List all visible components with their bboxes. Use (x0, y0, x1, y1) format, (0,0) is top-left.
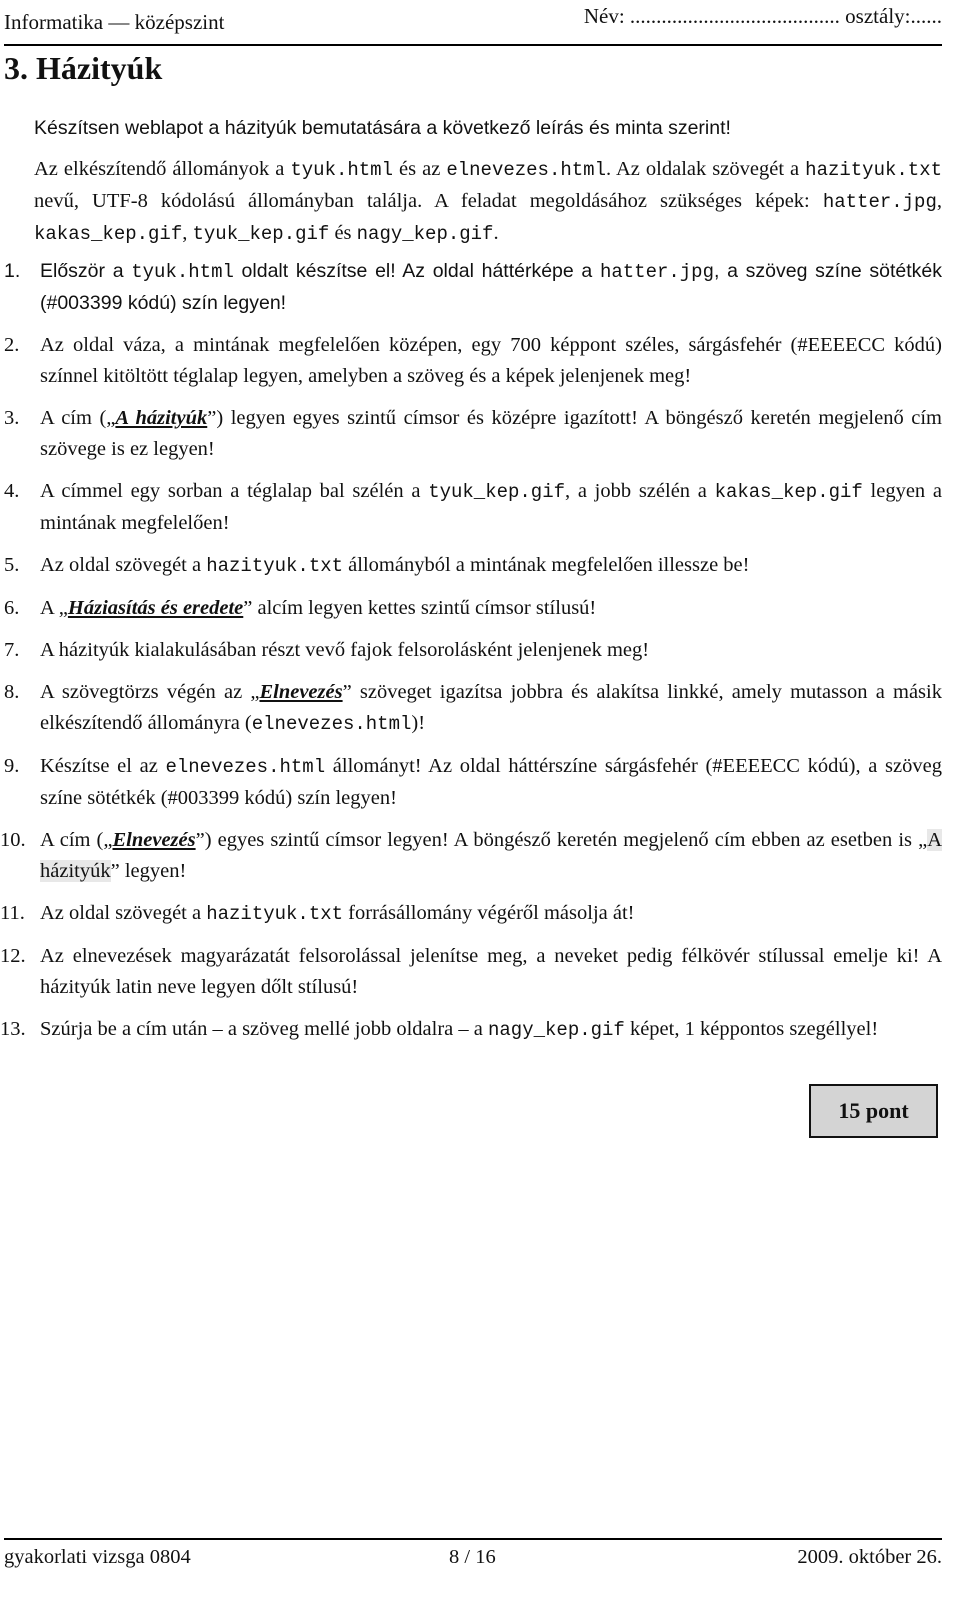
task-text: ” legyen! (110, 860, 187, 882)
file-name: hazityuk.txt (206, 903, 344, 925)
task-item-2 (0, 330, 942, 392)
file-name: elnevezes.html (446, 159, 606, 181)
task-text: A cím („ (40, 829, 113, 851)
task-number: 8. (4, 681, 20, 703)
file-name: tyuk_kep.gif (192, 223, 330, 245)
file-name: tyuk_kep.gif (428, 481, 566, 503)
task-text: Szúrja be a cím után – a szöveg mellé jobb oldalra – a (40, 1018, 488, 1040)
task-text: , a szöveg színe sötétkék (#003399 kódú) szín legyen! (40, 260, 943, 314)
task-intro (34, 113, 942, 260)
task-text: ”) legyen egyes szintű címsor és középre igazított! A böngésző keretén megjelenő cím szövege is ez legyen! (40, 407, 942, 460)
highlighted-text: A házityúk (40, 829, 942, 882)
page-header (4, 4, 942, 40)
emphasis-text: Elnevezés (112, 829, 196, 851)
intro-text: Az elkészítendő állományok a (34, 158, 291, 180)
file-name: hatter.jpg (822, 191, 937, 213)
task-number: 4. (4, 480, 20, 502)
file-name: elnevezes.html (251, 713, 412, 735)
emphasis-text: Elnevezés (259, 681, 343, 703)
intro-text: , (936, 190, 942, 212)
footer-exam: gyakorlati vizsga 0804 (4, 1546, 191, 1568)
task-text: A címmel egy sorban a téglalap bal szélén a (40, 480, 429, 502)
footer-divider (4, 1538, 942, 1540)
task-text: Először a (40, 260, 132, 282)
task-item-12 (0, 941, 942, 1003)
file-name: kakas_kep.gif (34, 223, 183, 245)
header-subject: Informatika — középszint (4, 10, 225, 34)
header-divider (4, 44, 942, 46)
task-text: legyen a mintának megfelelően! (40, 480, 942, 534)
footer-date: 2009. október 26. (797, 1546, 942, 1568)
task-number: 7. (4, 639, 20, 661)
task-number: 6. (4, 597, 20, 619)
task-number: 1. (4, 260, 21, 282)
intro-text: és (329, 222, 357, 244)
task-item-13 (0, 1014, 942, 1046)
intro-text: nevű, UTF-8 kódolású állományban találja. A feladat megoldásához szükséges képek: (34, 190, 823, 212)
task-text: ” alcím legyen kettes szintű címsor stílusú! (243, 597, 597, 619)
task-number: 10. (0, 829, 26, 851)
task-number: 2. (4, 334, 20, 356)
task-item-5 (0, 550, 942, 582)
file-name: nagy_kep.gif (356, 223, 494, 245)
task-list (0, 256, 942, 1057)
task-text: A házityúk kialakulásában részt vevő fajok felsorolásként jelenjenek meg! (40, 639, 650, 661)
task-item-8 (0, 677, 942, 740)
points-box: 15 pont (809, 1084, 938, 1138)
header-name-class: Név: ........................................ osztály:...... (583, 4, 942, 28)
file-name: hazityuk.txt (206, 555, 344, 577)
task-item-9 (0, 751, 942, 814)
task-item-1 (0, 256, 942, 319)
task-text: Az oldal szövegét a (40, 902, 207, 924)
task-text: A cím („ (40, 407, 116, 429)
task-item-7 (0, 635, 942, 666)
task-text: A „ (40, 597, 68, 619)
task-text: , a jobb szélén a (565, 480, 715, 502)
task-item-3 (0, 403, 942, 465)
task-text: Az elnevezések magyarázatát felsorolással jelenítse meg, a neveket pedig félkövér stílussal emelje ki! A házityúk latin neve legyen dőlt stílusú! (40, 945, 942, 998)
task-number: 3. (4, 407, 20, 429)
task-item-6 (0, 593, 942, 624)
intro-line: Készítsen weblapot a házityúk bemutatására a következő leírás és minta szerint! (34, 117, 731, 139)
task-text: Az oldal váza, a mintának megfelelően középen, egy 700 képpont széles, sárgásfehér (#EEEECC kódú) színnel kitöltött téglalap legyen, amelyben a szöveg és a képek jelenjenek meg! (40, 334, 942, 387)
task-text: )! (411, 712, 426, 734)
task-text: állományból a mintának megfelelően illessze be! (343, 554, 750, 576)
file-name: elnevezes.html (165, 756, 326, 778)
task-item-4 (0, 476, 942, 539)
intro-text: és az (392, 158, 447, 180)
task-text: képet, 1 képpontos szegéllyel! (624, 1018, 879, 1040)
emphasis-text: A házityúk (115, 407, 208, 429)
task-item-10 (0, 825, 942, 887)
task-number: 12. (0, 945, 26, 967)
file-name: kakas_kep.gif (714, 481, 863, 503)
task-number: 5. (4, 554, 20, 576)
intro-paragraph (34, 154, 942, 250)
intro-text: . Az oldalak szövegét a (605, 158, 806, 180)
task-number: 13. (0, 1018, 26, 1040)
task-text: oldalt készítse el! Az oldal háttérképe a (233, 260, 600, 282)
intro-text: , (182, 222, 193, 244)
task-text: Készítse el az (40, 755, 166, 777)
footer-page-number: 8 / 16 (449, 1546, 496, 1568)
file-name: tyuk.html (131, 261, 234, 283)
file-name: hatter.jpg (599, 261, 714, 283)
task-number: 9. (4, 755, 20, 777)
task-text: ” szöveget igazítsa jobbra és alakítsa linkké, amely mutasson a másik elkészítendő állományra ( (40, 681, 942, 734)
task-text: forrásállomány végéről másolja át! (343, 902, 635, 924)
task-text: Az oldal szövegét a (40, 554, 207, 576)
file-name: tyuk.html (290, 159, 393, 181)
task-text: állományt! Az oldal háttérszíne sárgásfehér (#EEEECC kódú), a szöveg színe sötétkék (#003399 kódú) szín legyen! (40, 755, 942, 809)
file-name: hazityuk.txt (805, 159, 942, 181)
task-title: 3. Házityúk (4, 50, 163, 86)
task-text: ”) egyes szintű címsor legyen! A böngésző keretén megjelenő cím ebben az esetben is „ (195, 829, 928, 851)
task-number: 11. (0, 902, 25, 924)
task-item-11 (0, 898, 942, 930)
intro-text: . (493, 222, 499, 244)
file-name: nagy_kep.gif (488, 1019, 625, 1041)
emphasis-text: Háziasítás és eredete (67, 597, 244, 619)
task-text: A szövegtörzs végén az „ (40, 681, 260, 703)
